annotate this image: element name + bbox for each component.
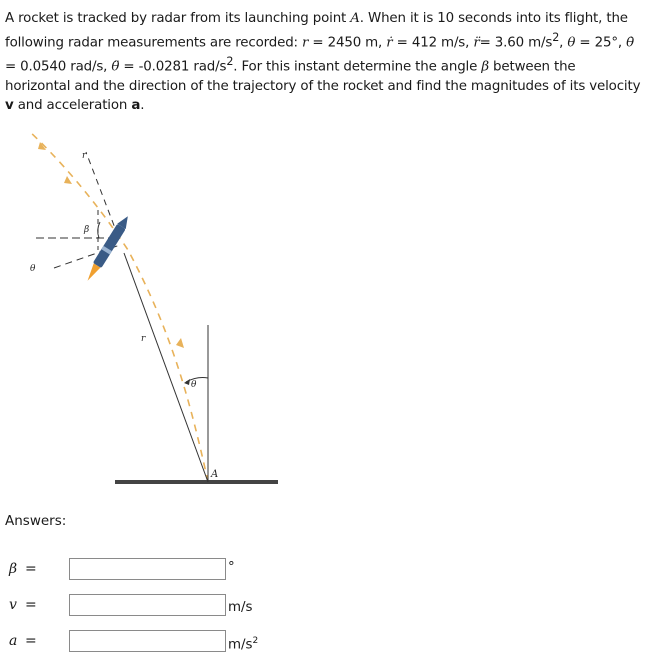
answer-equals: = bbox=[25, 597, 37, 613]
exponent: 2 bbox=[552, 31, 560, 44]
point-a-symbol: A bbox=[350, 11, 360, 26]
answer-row-v bbox=[0, 594, 648, 618]
beta-input[interactable] bbox=[69, 558, 226, 580]
velocity-symbol: v bbox=[5, 97, 14, 113]
acceleration-input[interactable] bbox=[69, 630, 226, 652]
beta-unit: ° bbox=[228, 560, 235, 575]
separator: , bbox=[559, 35, 568, 51]
problem-text: A rocket is tracked by radar from its launching point bbox=[5, 11, 351, 26]
problem-text: . For this instant determine the angle bbox=[233, 59, 482, 75]
label-point-a: A bbox=[211, 469, 219, 480]
problem-text: and acceleration bbox=[13, 97, 132, 113]
velocity-input[interactable] bbox=[69, 594, 226, 616]
answer-beta-symbol: β bbox=[9, 561, 18, 577]
label-theta-bottom: θ bbox=[191, 380, 197, 390]
radar-line bbox=[124, 253, 208, 482]
ground-surface bbox=[115, 480, 278, 484]
problem-statement bbox=[5, 9, 643, 115]
r-dot-value: = 412 m/s, bbox=[392, 35, 474, 51]
answer-equals: = bbox=[25, 633, 37, 649]
answer-equals: = bbox=[25, 561, 37, 577]
theta-ddot-value: = -0.0281 rad/s bbox=[119, 59, 227, 75]
trajectory-arrow bbox=[176, 338, 184, 348]
answers-heading: Answers: bbox=[5, 513, 67, 529]
answer-a-symbol: a bbox=[9, 633, 18, 649]
theta-arc-arrow bbox=[184, 379, 190, 385]
beta-symbol: β bbox=[481, 59, 489, 75]
exponent: 2 bbox=[226, 55, 234, 69]
label-r-mid: r bbox=[141, 334, 146, 344]
answer-row-beta bbox=[0, 558, 648, 582]
acceleration-symbol: a bbox=[131, 97, 141, 113]
rocket-diagram bbox=[0, 120, 300, 500]
theta-ddot-symbol: θ̈ bbox=[111, 59, 120, 75]
problem-text: between the horizontal and the direction of the trajectory of the rocket and find the magnitudes of its velocity bbox=[5, 59, 641, 94]
answer-v-symbol: v bbox=[9, 597, 17, 613]
theta-value: = 25°, bbox=[575, 35, 627, 51]
label-r-top: r bbox=[82, 151, 87, 161]
r-dot-symbol: ṙ bbox=[386, 35, 393, 51]
trajectory-path bbox=[28, 130, 208, 482]
r-value: = 2450 m, bbox=[308, 35, 387, 51]
theta-symbol: θ bbox=[567, 35, 576, 51]
acceleration-unit-base: m/s bbox=[228, 637, 253, 653]
label-beta: β bbox=[84, 225, 90, 235]
trajectory-arrow bbox=[64, 176, 72, 184]
velocity-unit: m/s bbox=[228, 600, 253, 615]
r-symbol: r bbox=[302, 35, 309, 51]
theta-dot-value: = 0.0540 rad/s, bbox=[5, 59, 112, 75]
rocket bbox=[83, 214, 132, 284]
acceleration-unit bbox=[228, 636, 258, 652]
r-ddot-value: = 3.60 m/s bbox=[479, 35, 553, 51]
theta-dot-symbol: θ̇ bbox=[626, 35, 634, 51]
label-theta-left: θ bbox=[30, 264, 36, 274]
rocket-flame bbox=[84, 263, 100, 283]
acceleration-unit-exponent: 2 bbox=[252, 636, 259, 646]
radar-line-extension bbox=[86, 152, 118, 236]
problem-text: . When it is 10 seconds into its flight, the following radar measurements are recorded: bbox=[5, 11, 628, 51]
answer-row-a bbox=[0, 630, 648, 654]
beta-arc bbox=[98, 222, 100, 238]
problem-text: . bbox=[140, 97, 145, 113]
r-ddot-symbol: r̈ bbox=[473, 35, 480, 51]
